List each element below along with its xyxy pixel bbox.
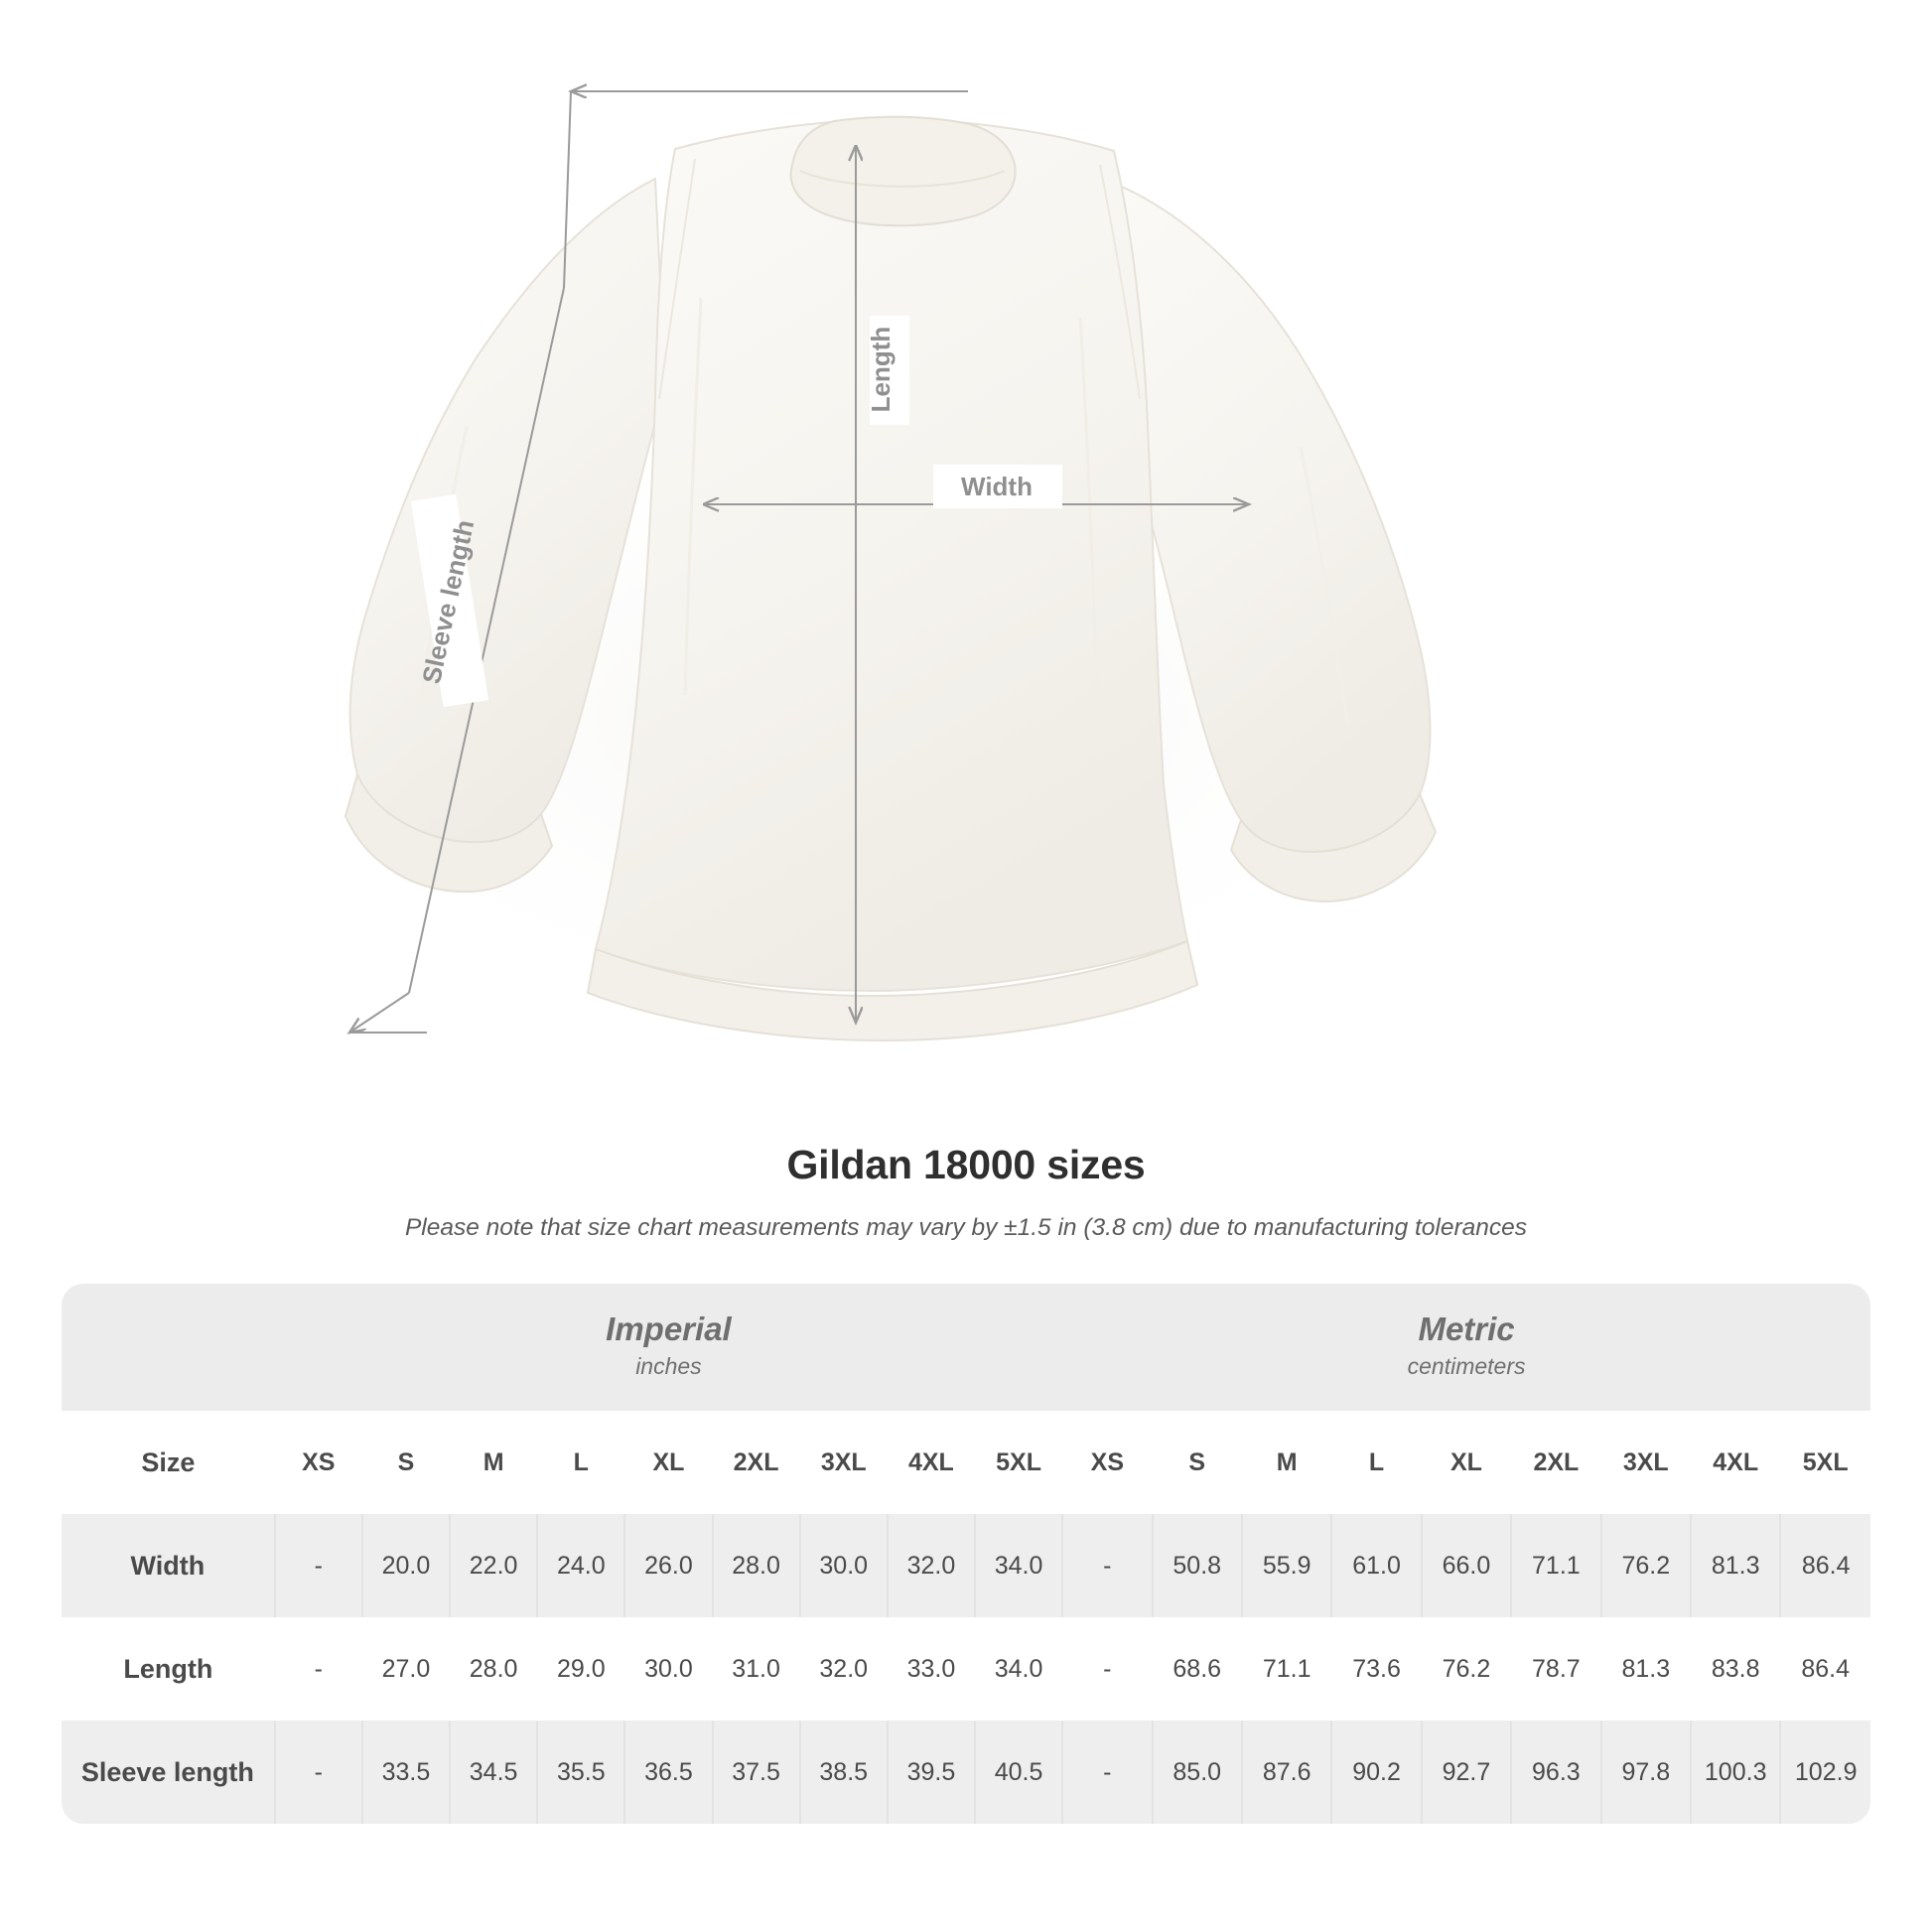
cell-length-imperial-3xl: 32.0 xyxy=(800,1617,888,1721)
cell-sleeve-metric-xl: 92.7 xyxy=(1422,1721,1511,1824)
cell-length-imperial-2xl: 31.0 xyxy=(713,1617,800,1721)
size-header-row xyxy=(62,1411,1870,1514)
cell-width-metric-xs: - xyxy=(1062,1514,1152,1617)
cell-sleeve-metric-xs: - xyxy=(1062,1721,1152,1824)
title-block xyxy=(0,1142,1932,1242)
cell-sleeve-imperial-xs: - xyxy=(275,1721,362,1824)
cell-sleeve-imperial-5xl: 40.5 xyxy=(975,1721,1062,1824)
cell-length-metric-xl: 76.2 xyxy=(1422,1617,1511,1721)
size-header-label: Size xyxy=(62,1411,275,1514)
size-table xyxy=(62,1284,1870,1824)
size-header-imperial-xs: XS xyxy=(275,1411,362,1514)
cell-sleeve-imperial-3xl: 38.5 xyxy=(800,1721,888,1824)
cell-sleeve-metric-3xl: 97.8 xyxy=(1601,1721,1691,1824)
cell-length-metric-s: 68.6 xyxy=(1153,1617,1242,1721)
cell-sleeve-imperial-l: 35.5 xyxy=(537,1721,624,1824)
size-table-wrapper xyxy=(62,1284,1870,1824)
unit-group-imperial-name: Imperial xyxy=(606,1310,732,1347)
cell-width-metric-3xl: 76.2 xyxy=(1601,1514,1691,1617)
unit-group-imperial-sub: inches xyxy=(635,1352,702,1379)
table-row xyxy=(62,1514,1870,1617)
cell-width-metric-l: 61.0 xyxy=(1331,1514,1421,1617)
size-header-imperial-xl: XL xyxy=(624,1411,712,1514)
unit-header-row xyxy=(62,1284,1870,1411)
cell-length-imperial-4xl: 33.0 xyxy=(888,1617,975,1721)
size-header-metric-3xl: 3XL xyxy=(1601,1411,1691,1514)
page-title: Gildan 18000 sizes xyxy=(786,1142,1146,1187)
size-header-imperial-m: M xyxy=(450,1411,537,1514)
size-header-imperial-4xl: 4XL xyxy=(888,1411,975,1514)
cell-length-imperial-xs: - xyxy=(275,1617,362,1721)
cell-width-metric-m: 55.9 xyxy=(1242,1514,1331,1617)
cell-length-metric-2xl: 78.7 xyxy=(1511,1617,1600,1721)
size-header-imperial-5xl: 5XL xyxy=(975,1411,1062,1514)
cell-width-metric-5xl: 86.4 xyxy=(1780,1514,1870,1617)
size-header-metric-5xl: 5XL xyxy=(1780,1411,1870,1514)
cell-sleeve-metric-2xl: 96.3 xyxy=(1511,1721,1600,1824)
cell-length-imperial-xl: 30.0 xyxy=(624,1617,712,1721)
unit-group-metric-sub: centimeters xyxy=(1407,1352,1526,1379)
size-header-metric-s: S xyxy=(1153,1411,1242,1514)
cell-width-metric-2xl: 71.1 xyxy=(1511,1514,1600,1617)
cell-width-imperial-4xl: 32.0 xyxy=(888,1514,975,1617)
row-label-length: Length xyxy=(62,1617,275,1721)
size-header-imperial-2xl: 2XL xyxy=(713,1411,800,1514)
unit-group-metric-name: Metric xyxy=(1418,1310,1515,1347)
size-header-metric-xs: XS xyxy=(1062,1411,1152,1514)
cell-sleeve-imperial-4xl: 39.5 xyxy=(888,1721,975,1824)
cell-sleeve-imperial-2xl: 37.5 xyxy=(713,1721,800,1824)
table-row xyxy=(62,1721,1870,1824)
size-header-metric-4xl: 4XL xyxy=(1691,1411,1780,1514)
size-header-imperial-3xl: 3XL xyxy=(800,1411,888,1514)
size-header-metric-2xl: 2XL xyxy=(1511,1411,1600,1514)
cell-sleeve-metric-5xl: 102.9 xyxy=(1780,1721,1870,1824)
cell-length-metric-3xl: 81.3 xyxy=(1601,1617,1691,1721)
cell-width-imperial-5xl: 34.0 xyxy=(975,1514,1062,1617)
unit-group-metric xyxy=(1062,1284,1870,1411)
cell-sleeve-imperial-m: 34.5 xyxy=(450,1721,537,1824)
cell-length-metric-xs: - xyxy=(1062,1617,1152,1721)
cell-width-metric-s: 50.8 xyxy=(1153,1514,1242,1617)
row-label-sleeve-length: Sleeve length xyxy=(62,1721,275,1824)
cell-width-imperial-l: 24.0 xyxy=(537,1514,624,1617)
cell-width-imperial-xl: 26.0 xyxy=(624,1514,712,1617)
size-header-imperial-l: L xyxy=(537,1411,624,1514)
cell-length-metric-4xl: 83.8 xyxy=(1691,1617,1780,1721)
size-header-imperial-s: S xyxy=(362,1411,450,1514)
cell-width-imperial-3xl: 30.0 xyxy=(800,1514,888,1617)
cell-width-imperial-s: 20.0 xyxy=(362,1514,450,1617)
cell-sleeve-metric-l: 90.2 xyxy=(1331,1721,1421,1824)
cell-width-imperial-xs: - xyxy=(275,1514,362,1617)
cell-width-metric-xl: 66.0 xyxy=(1422,1514,1511,1617)
sleeve-length-label: Sleeve length xyxy=(416,517,481,687)
cell-length-metric-m: 71.1 xyxy=(1242,1617,1331,1721)
cell-length-imperial-5xl: 34.0 xyxy=(975,1617,1062,1721)
cell-sleeve-metric-m: 87.6 xyxy=(1242,1721,1331,1824)
cell-sleeve-imperial-xl: 36.5 xyxy=(624,1721,712,1824)
size-header-metric-xl: XL xyxy=(1422,1411,1511,1514)
width-label: Width xyxy=(961,472,1033,501)
cell-sleeve-imperial-s: 33.5 xyxy=(362,1721,450,1824)
cell-length-imperial-s: 27.0 xyxy=(362,1617,450,1721)
cell-length-imperial-m: 28.0 xyxy=(450,1617,537,1721)
row-label-width: Width xyxy=(62,1514,275,1617)
cell-length-metric-5xl: 86.4 xyxy=(1780,1617,1870,1721)
unit-group-imperial xyxy=(275,1284,1062,1411)
cell-sleeve-metric-4xl: 100.3 xyxy=(1691,1721,1780,1824)
cell-width-imperial-m: 22.0 xyxy=(450,1514,537,1617)
size-header-metric-l: L xyxy=(1331,1411,1421,1514)
length-label: Length xyxy=(866,326,896,413)
tolerance-note: Please note that size chart measurements may vary by ±1.5 in (3.8 cm) due to manufacturing tolerances xyxy=(404,1214,1528,1241)
cell-width-imperial-2xl: 28.0 xyxy=(713,1514,800,1617)
cell-sleeve-metric-s: 85.0 xyxy=(1153,1721,1242,1824)
cell-length-metric-l: 73.6 xyxy=(1331,1617,1421,1721)
size-header-metric-m: M xyxy=(1242,1411,1331,1514)
table-row xyxy=(62,1617,1870,1721)
cell-length-imperial-l: 29.0 xyxy=(537,1617,624,1721)
unit-header-spacer xyxy=(62,1284,275,1411)
cell-width-metric-4xl: 81.3 xyxy=(1691,1514,1780,1617)
